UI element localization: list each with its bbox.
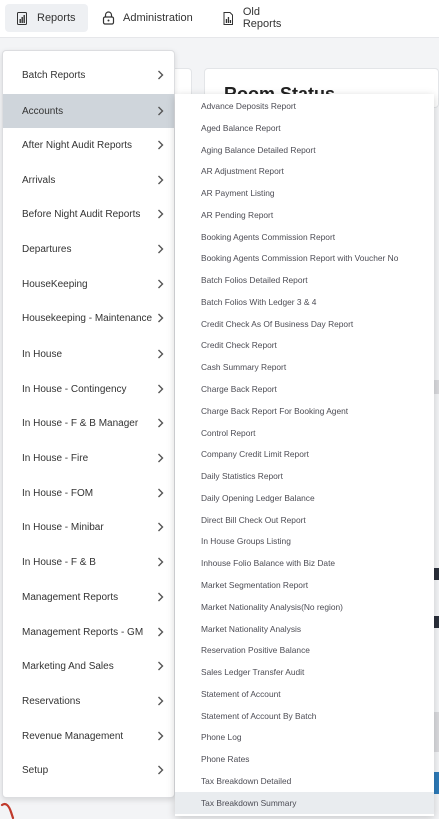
category-item-management-reports[interactable] [3,580,174,614]
category-item-in-house-minibar[interactable] [3,510,174,544]
tab-label: Reports [37,12,76,24]
background-button-fragment [434,772,439,794]
submenu-item[interactable]: AR Pending Report [201,210,274,220]
submenu-item[interactable]: Booking Agents Commission Report [201,232,336,242]
submenu-item[interactable]: Booking Agents Commission Report with Voucher No [201,253,399,263]
chevron-right-icon [157,349,164,359]
chevron-right-icon [157,453,164,463]
accounts-submenu [175,94,434,816]
report-chart-icon [15,11,29,25]
category-item-in-house-fom[interactable] [3,476,174,510]
category-item-before-night-audit[interactable] [3,197,174,231]
category-label: In House - Fire [22,452,89,464]
submenu-item[interactable]: AR Adjustment Report [201,166,284,176]
tab-reports[interactable] [5,4,88,32]
background-fragment [434,568,439,580]
chevron-right-icon [157,592,164,602]
category-label: Marketing And Sales [22,660,114,672]
chevron-right-icon [157,384,164,394]
category-label: Arrivals [22,174,56,186]
lock-icon [101,11,115,25]
category-item-accounts[interactable] [3,94,174,128]
category-item-in-house-fb-manager[interactable] [3,406,174,440]
category-label: In House - F & B Manager [22,417,139,429]
category-label: Reservations [22,695,81,707]
category-item-housekeeping-maintenance[interactable] [3,301,174,335]
chevron-right-icon [157,279,164,289]
category-label: Housekeeping - Maintenance [22,312,153,324]
submenu-item[interactable]: Credit Check As Of Business Day Report [201,319,354,329]
category-item-housekeeping[interactable] [3,267,174,301]
submenu-item[interactable]: Daily Statistics Report [201,471,283,481]
submenu-item[interactable]: Charge Back Report [201,384,277,394]
chevron-right-icon [157,140,164,150]
category-item-management-reports-gm[interactable] [3,615,174,649]
submenu-item[interactable]: Statement of Account [201,689,281,699]
tab-old-reports[interactable] [221,4,301,32]
chevron-right-icon [157,106,164,116]
submenu-item[interactable]: Market Nationality Analysis(No region) [201,602,343,612]
category-label: HouseKeeping [22,278,88,290]
chevron-right-icon [157,557,164,567]
chevron-right-icon [157,70,164,80]
chevron-right-icon [157,313,164,323]
chevron-right-icon [157,765,164,775]
chevron-right-icon [157,175,164,185]
submenu-item[interactable]: Batch Folios Detailed Report [201,275,308,285]
category-label: Batch Reports [22,69,86,81]
submenu-item[interactable]: Charge Back Report For Booking Agent [201,406,349,416]
submenu-item[interactable]: Statement of Account By Batch [201,711,317,721]
category-item-reservations[interactable] [3,684,174,718]
submenu-item[interactable]: Daily Opening Ledger Balance [201,493,315,503]
chevron-right-icon [157,522,164,532]
category-item-in-house-fire[interactable] [3,441,174,475]
submenu-item[interactable]: Direct Bill Check Out Report [201,515,306,525]
category-label: In House - Minibar [22,521,104,533]
category-label: Management Reports [22,591,119,603]
chevron-right-icon [157,244,164,254]
submenu-item[interactable]: Tax Breakdown Detailed [201,776,292,786]
top-navigation-bar [0,0,439,38]
submenu-item[interactable]: Batch Folios With Ledger 3 & 4 [201,297,317,307]
category-label: In House [22,348,63,360]
category-item-setup[interactable] [3,753,174,787]
submenu-item-hovered[interactable]: Tax Breakdown Summary [175,792,434,814]
tab-label: Old Reports [242,6,282,30]
submenu-item[interactable]: Aging Balance Detailed Report [201,145,316,155]
report-category-menu [2,50,175,798]
submenu-item[interactable]: Control Report [201,428,256,438]
background-divider [434,712,439,752]
submenu-item[interactable]: Cash Summary Report [201,362,287,372]
category-item-batch-reports[interactable] [3,58,174,92]
category-label: In House - FOM [22,487,94,499]
chevron-right-icon [157,209,164,219]
chevron-right-icon [157,696,164,706]
category-item-marketing-sales[interactable] [3,649,174,683]
tab-label: Administration [123,12,193,24]
category-label: Before Night Audit Reports [22,208,141,220]
tab-administration[interactable] [101,4,201,32]
category-label: In House - Contingency [22,383,127,395]
category-item-revenue-management[interactable] [3,719,174,753]
category-item-in-house-fb[interactable] [3,545,174,579]
category-label: Management Reports - GM [22,626,144,638]
submenu-item[interactable]: In House Groups Listing [201,536,291,546]
submenu-item[interactable]: Phone Rates [201,754,250,764]
background-fragment [434,616,439,628]
submenu-item[interactable]: Aged Balance Report [201,123,281,133]
submenu-item[interactable]: Credit Check Report [201,340,277,350]
background-divider [434,380,439,394]
category-label: Accounts [22,105,64,117]
chevron-right-icon [157,661,164,671]
chevron-right-icon [157,731,164,741]
category-item-in-house-contingency[interactable] [3,372,174,406]
submenu-item[interactable]: AR Payment Listing [201,188,275,198]
document-icon [221,11,235,25]
submenu-item[interactable]: Sales Ledger Transfer Audit [201,667,305,677]
category-label: Departures [22,243,72,255]
category-label: In House - F & B [22,556,96,568]
submenu-item[interactable]: Inhouse Folio Balance with Biz Date [201,558,336,568]
category-label: Revenue Management [22,730,124,742]
category-label: Setup [22,764,49,776]
submenu-item[interactable]: Reservation Positive Balance [201,645,310,655]
category-item-departures[interactable] [3,232,174,266]
category-item-in-house[interactable] [3,337,174,371]
chevron-right-icon [157,418,164,428]
submenu-item[interactable]: Advance Deposits Report [201,101,296,111]
submenu-item[interactable]: Company Credit Limit Report [201,449,309,459]
category-item-arrivals[interactable] [3,163,174,197]
submenu-item[interactable]: Market Segmentation Report [201,580,309,590]
category-item-after-night-audit[interactable] [3,128,174,162]
submenu-item[interactable]: Market Nationality Analysis [201,624,302,634]
chevron-right-icon [157,627,164,637]
category-label: After Night Audit Reports [22,139,133,151]
chevron-right-icon [157,488,164,498]
submenu-item[interactable]: Phone Log [201,732,242,742]
corner-scribble-icon [0,800,20,819]
